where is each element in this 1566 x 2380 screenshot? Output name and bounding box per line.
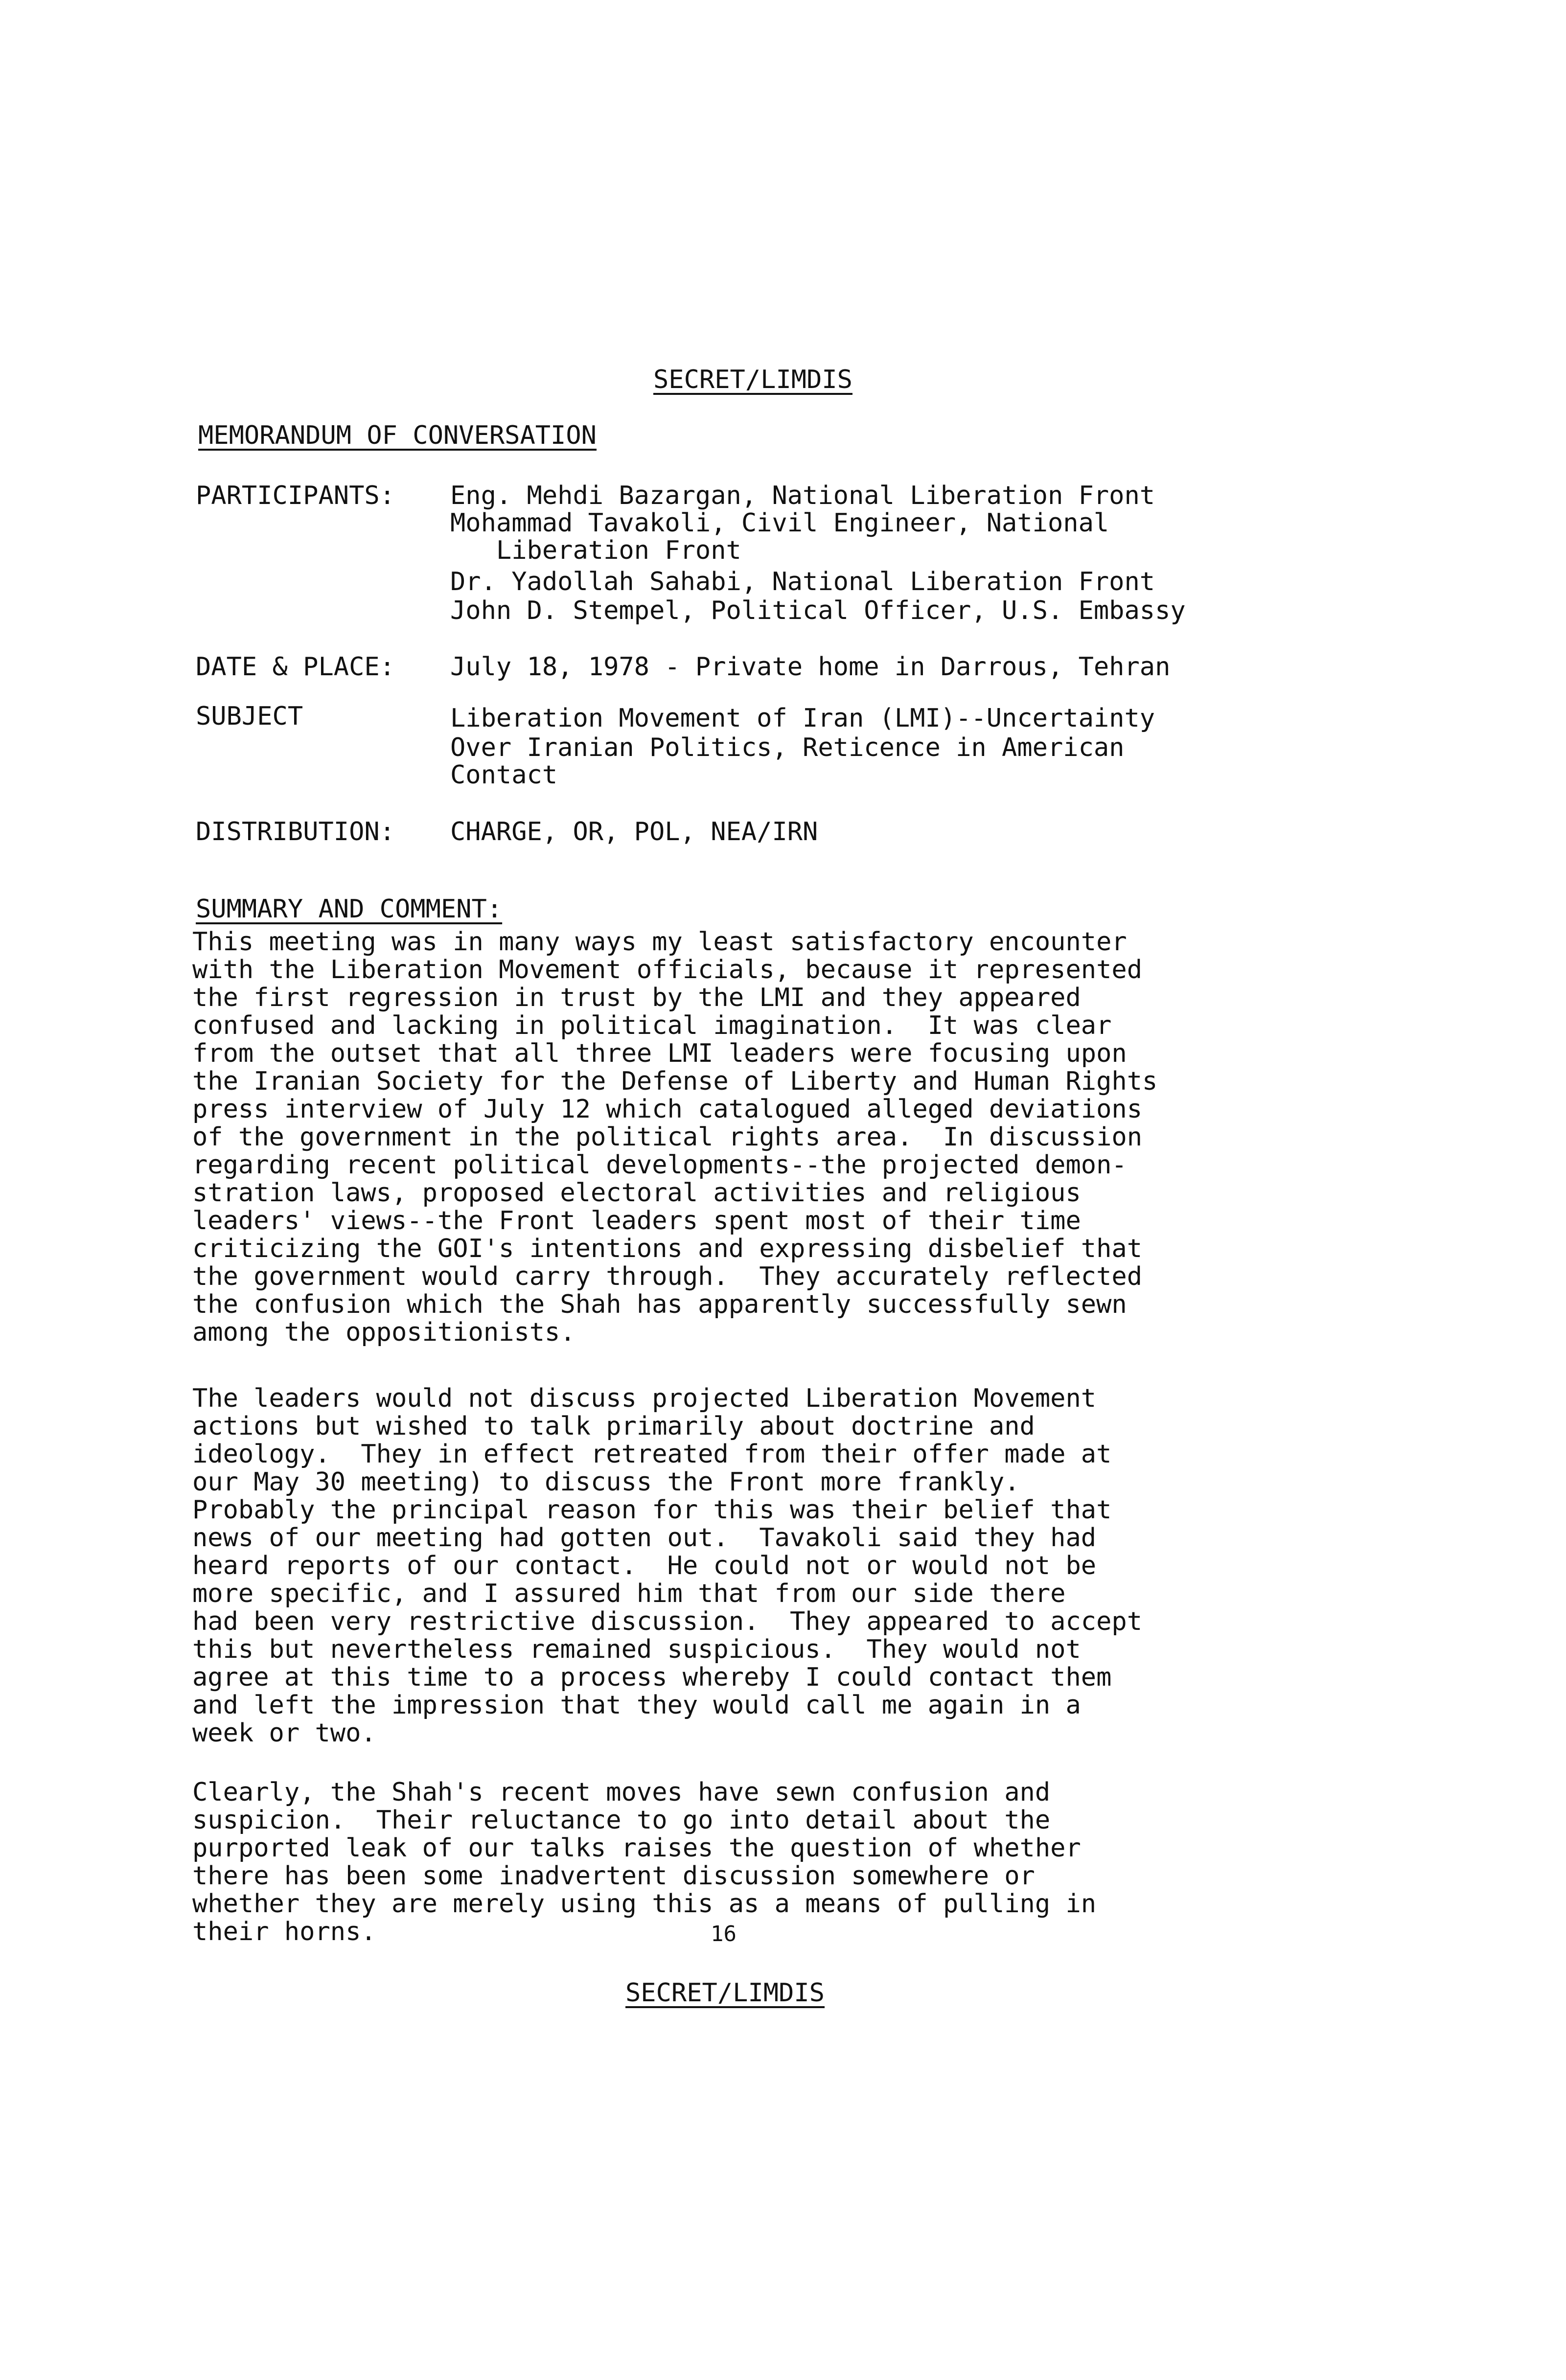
summary-heading: SUMMARY AND COMMENT: xyxy=(196,894,503,924)
summary-paragraph-2 xyxy=(192,1385,1318,1747)
paragraph-line: with the Liberation Movement officials, because it represented xyxy=(192,955,1143,984)
distribution-value: CHARGE, OR, POL, NEA/IRN xyxy=(450,817,818,847)
paragraph-line: Clearly, the Shah's recent moves have sewn confusion and xyxy=(192,1778,1051,1807)
paragraph-line: and left the impression that they would call me again in a xyxy=(192,1691,1081,1720)
paragraph-line: our May 30 meeting) to discuss the Front more frankly. xyxy=(192,1467,1020,1497)
summary-paragraph-1 xyxy=(192,928,1318,1347)
paragraph-line: leaders' views--the Front leaders spent most of their time xyxy=(192,1206,1081,1236)
paragraph-line: ideology. They in effect retreated from their offer made at xyxy=(192,1440,1112,1469)
paragraph-line: had been very restrictive discussion. They appeared to accept xyxy=(192,1607,1143,1636)
paragraph-line: Probably the principal reason for this was their belief that xyxy=(192,1495,1112,1525)
page-number: 16 xyxy=(711,1922,737,1946)
participant-line: Dr. Yadollah Sahabi, National Liberation Front xyxy=(450,567,1155,596)
paragraph-line: criticizing the GOI's intentions and expressing disbelief that xyxy=(192,1234,1143,1263)
paragraph-line: their horns. xyxy=(192,1917,376,1946)
paragraph-line: press interview of July 12 which catalogued alleged deviations xyxy=(192,1095,1143,1124)
memo-title: MEMORANDUM OF CONVERSATION xyxy=(198,421,597,450)
paragraph-line: the Iranian Society for the Defense of Liberty and Human Rights xyxy=(192,1067,1158,1096)
subject-label: SUBJECT xyxy=(196,702,303,731)
paragraph-line: The leaders would not discuss projected Liberation Movement xyxy=(192,1384,1097,1413)
paragraph-line: news of our meeting had gotten out. Tavakoli said they had xyxy=(192,1523,1097,1553)
paragraph-line: This meeting was in many ways my least satisfactory encounter xyxy=(192,927,1127,957)
paragraph-line: whether they are merely using this as a means of pulling in xyxy=(192,1889,1097,1919)
participants-label: PARTICIPANTS: xyxy=(196,481,395,510)
participant-line: Liberation Front xyxy=(450,536,741,565)
subject-line: Liberation Movement of Iran (LMI)--Uncertainty xyxy=(450,704,1155,733)
paragraph-line: of the government in the political rights area. In discussion xyxy=(192,1122,1143,1152)
paragraph-line: heard reports of our contact. He could not or would not be xyxy=(192,1551,1097,1580)
classification-top: SECRET/LIMDIS xyxy=(653,365,852,394)
date-place-value: July 18, 1978 - Private home in Darrous, Tehran xyxy=(450,652,1171,682)
summary-paragraph-3 xyxy=(192,1779,1318,1946)
paragraph-line: the government would carry through. They accurately reflected xyxy=(192,1262,1143,1291)
participant-line: John D. Stempel, Political Officer, U.S. Embassy xyxy=(450,596,1186,625)
participant-line: Eng. Mehdi Bazargan, National Liberation Front xyxy=(450,481,1155,510)
paragraph-line: more specific, and I assured him that from our side there xyxy=(192,1579,1066,1608)
paragraph-line: actions but wished to talk primarily about doctrine and xyxy=(192,1412,1035,1441)
paragraph-line: purported leak of our talks raises the question of whether xyxy=(192,1833,1081,1863)
subject-line: Contact xyxy=(450,760,558,790)
paragraph-line: regarding recent political developments--the projected demon- xyxy=(192,1150,1127,1180)
paragraph-line: there has been some inadvertent discussion somewhere or xyxy=(192,1861,1035,1891)
classification-bottom: SECRET/LIMDIS xyxy=(625,1978,825,2008)
paragraph-line: confused and lacking in political imagination. It was clear xyxy=(192,1011,1112,1040)
paragraph-line: suspicion. Their reluctance to go into detail about the xyxy=(192,1806,1051,1835)
subject-line: Over Iranian Politics, Reticence in American xyxy=(450,733,1125,762)
paragraph-line: agree at this time to a process whereby I could contact them xyxy=(192,1663,1112,1692)
paragraph-line: stration laws, proposed electoral activities and religious xyxy=(192,1178,1081,1208)
paragraph-line: among the oppositionists. xyxy=(192,1318,576,1347)
paragraph-line: this but nevertheless remained suspicious. They would not xyxy=(192,1635,1081,1664)
participant-line: Mohammad Tavakoli, Civil Engineer, National xyxy=(450,508,1109,538)
distribution-label: DISTRIBUTION: xyxy=(196,817,395,847)
date-place-label: DATE & PLACE: xyxy=(196,652,395,682)
paragraph-line: the confusion which the Shah has apparently successfully sewn xyxy=(192,1290,1127,1319)
paragraph-line: the first regression in trust by the LMI and they appeared xyxy=(192,983,1081,1012)
paragraph-line: from the outset that all three LMI leaders were focusing upon xyxy=(192,1039,1127,1068)
paragraph-line: week or two. xyxy=(192,1718,376,1748)
